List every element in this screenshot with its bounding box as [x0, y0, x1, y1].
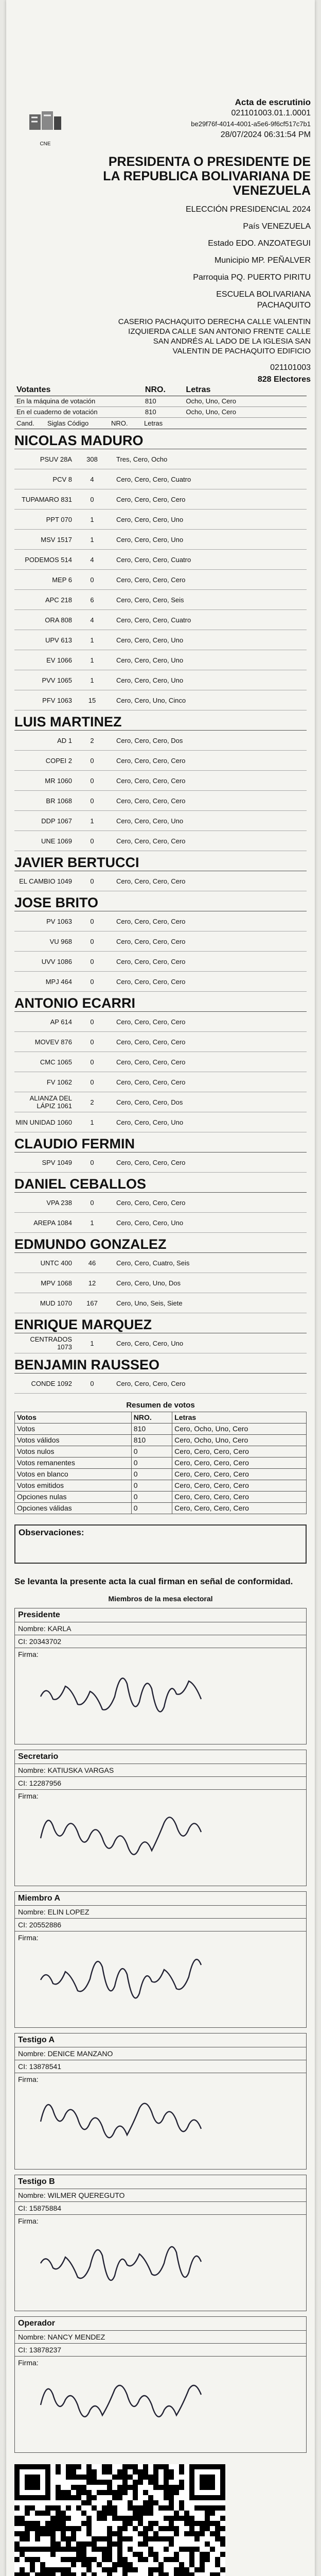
party-row: [14, 1193, 307, 1213]
party-org: MIN UNIDAD 1060: [15, 1118, 72, 1126]
party-org: ALIANZA DEL LÁPIZ 1061: [29, 1094, 72, 1110]
party-nro: 0: [90, 917, 94, 925]
party-nro: 1: [90, 535, 94, 544]
party-nro: 0: [90, 1379, 94, 1387]
party-nro: 4: [90, 475, 94, 483]
acta-hash: be29f76f-4014-4001-a5e6-9f6cf517c7b1: [191, 120, 311, 128]
party-org: MR 1060: [45, 776, 72, 785]
party-row: [14, 931, 307, 952]
party-nro: 1: [90, 656, 94, 664]
resumen-nro: 0: [131, 1503, 172, 1514]
party-org: UPV 613: [45, 636, 72, 644]
party-row: [14, 570, 307, 590]
resumen-row: [15, 1503, 307, 1514]
party-row: [14, 1072, 307, 1092]
resumen-letras: Cero, Cero, Cero, Cero: [172, 1503, 307, 1514]
member-nombre: Nombre: DENICE MANZANO: [15, 2047, 306, 2060]
member-nombre: Nombre: KATIUSKA VARGAS: [15, 1764, 306, 1777]
resumen-row: [15, 1492, 307, 1503]
member-ci: CI: 20343702: [15, 1635, 306, 1648]
member-firma: [15, 1648, 306, 1744]
party-nro: 0: [90, 877, 94, 885]
party-letras: Cero, Cero, Cero, Cero: [116, 756, 186, 765]
party-row: [14, 1112, 307, 1132]
party-letras: Cero, Cero, Cero, Cero: [116, 957, 186, 965]
party-nro: 46: [88, 1259, 96, 1267]
party-letras: Cero, Cero, Cero, Dos: [116, 736, 183, 744]
candidate-list: [14, 432, 307, 1394]
party-row: [14, 590, 307, 610]
party-org: MSV 1517: [41, 535, 72, 544]
resumen-nro: 0: [131, 1458, 172, 1469]
party-row: [14, 650, 307, 670]
party-org: VU 968: [49, 937, 72, 945]
candidate-name: CLAUDIO FERMIN: [14, 1136, 307, 1153]
party-nro: 0: [90, 575, 94, 584]
party-row: [14, 510, 307, 530]
cne-logo: [25, 109, 66, 150]
party-letras: Cero, Cero, Cero, Uno: [116, 1339, 184, 1347]
party-letras: Cero, Cero, Cero, Cuatro: [116, 475, 191, 483]
candidate-name: NICOLAS MADURO: [14, 432, 307, 449]
resumen-nro: 0: [131, 1492, 172, 1503]
party-row: [14, 1293, 307, 1313]
row-letras: Ocho, Uno, Cero: [184, 407, 307, 418]
party-row: [14, 911, 307, 931]
firma-label: Firma:: [18, 2359, 39, 2367]
party-nro: 0: [90, 977, 94, 986]
centro-name: ESCUELA BOLIVARIANA PACHAQUITO: [216, 290, 311, 310]
candidate-column-header: [14, 418, 307, 429]
party-org: FV 1062: [46, 1078, 72, 1086]
resumen-letras: Cero, Ocho, Uno, Cero: [172, 1435, 307, 1446]
signature-icon: [35, 2369, 231, 2431]
member-role: Testigo B: [15, 2175, 306, 2189]
resumen-label: Opciones nulas: [15, 1492, 132, 1503]
party-row: [14, 690, 307, 710]
firma-label: Firma:: [18, 1792, 39, 1800]
centro-direccion: CASERIO PACHAQUITO DERECHA CALLE VALENTIN IZQUIERDA CALLE SAN ANTONIO FRENTE CALLE SAN ANDRÉS AL LADO DE LA IGLESIA SAN VALENTIN DE PACHAQUITO EDIFICIO: [118, 317, 311, 355]
party-letras: Cero, Cero, Cero, Uno: [116, 676, 184, 684]
party-row: [14, 731, 307, 751]
party-row: [14, 1092, 307, 1112]
member-box: [14, 2175, 307, 2311]
conformity-statement: Se levanta la presente acta la cual firman en señal de conformidad.: [14, 1577, 293, 1586]
member-box: [14, 1750, 307, 1886]
party-row: [14, 1012, 307, 1032]
party-org: PSUV 28A: [40, 455, 72, 463]
party-org: MUD 1070: [40, 1299, 72, 1307]
party-row: [14, 1153, 307, 1173]
miembros-title: Miembros de la mesa electoral: [108, 1595, 213, 1603]
party-nro: 1: [90, 636, 94, 644]
candidate-name: BENJAMIN RAUSSEO: [14, 1357, 307, 1374]
party-letras: Cero, Cero, Cero, Uno: [116, 656, 184, 664]
signature-icon: [35, 2227, 231, 2289]
party-nro: 0: [90, 1038, 94, 1046]
resumen-row: [15, 1458, 307, 1469]
table-row: [14, 396, 307, 407]
party-letras: Cero, Cero, Cero, Cero: [116, 1198, 186, 1207]
resumen-table: [14, 1412, 307, 1514]
member-role: Miembro A: [15, 1892, 306, 1906]
party-row: [14, 670, 307, 690]
member-nombre: Nombre: NANCY MENDEZ: [15, 2331, 306, 2344]
resumen-nro: 810: [131, 1435, 172, 1446]
party-org: UNTC 400: [40, 1259, 72, 1267]
estado: Estado EDO. ANZOATEGUI: [208, 239, 311, 248]
party-nro: 0: [90, 1058, 94, 1066]
party-letras: Cero, Cero, Cero, Cero: [116, 575, 186, 584]
col-nro: NRO.: [111, 419, 128, 427]
party-org: BR 1068: [46, 796, 72, 805]
parroquia: Parroquia PQ. PUERTO PIRITU: [193, 273, 311, 282]
member-ci: CI: 15875884: [15, 2202, 306, 2215]
resumen-letras: Cero, Cero, Cero, Cero: [172, 1469, 307, 1480]
row-nro: 810: [143, 407, 184, 418]
votantes-table: [14, 384, 307, 418]
firma-label: Firma:: [18, 2217, 39, 2225]
party-letras: Cero, Cero, Cero, Cero: [116, 937, 186, 945]
member-box: [14, 2033, 307, 2170]
signature-icon: [35, 1802, 231, 1864]
party-org: MPJ 464: [45, 977, 72, 986]
party-letras: Cero, Cero, Cero, Cero: [116, 1018, 186, 1026]
member-nombre: Nombre: WILMER QUEREGUTO: [15, 2189, 306, 2202]
party-letras: Cero, Cero, Cero, Cero: [116, 1158, 186, 1166]
party-nro: 0: [90, 495, 94, 503]
party-nro: 0: [90, 796, 94, 805]
resumen-title: Resumen de votos: [126, 1401, 195, 1410]
party-row: [14, 1253, 307, 1273]
row-letras: Ocho, Uno, Cero: [184, 396, 307, 407]
party-letras: Cero, Cero, Cero, Cero: [116, 776, 186, 785]
party-org: PV 1063: [46, 917, 72, 925]
candidate-name: ANTONIO ECARRI: [14, 995, 307, 1012]
party-row: [14, 871, 307, 891]
firma-label: Firma:: [18, 2075, 39, 2083]
cne-logo-icon: [27, 109, 63, 140]
logo-label: CNE: [40, 141, 51, 147]
party-letras: Cero, Cero, Cero, Cuatro: [116, 616, 191, 624]
party-row: [14, 550, 307, 570]
row-label: En la máquina de votación: [14, 396, 143, 407]
party-org: CENTRADOS 1073: [30, 1335, 72, 1351]
resumen-letras: Cero, Cero, Cero, Cero: [172, 1446, 307, 1458]
party-org: CONDE 1092: [31, 1379, 72, 1387]
party-letras: Cero, Cero, Uno, Cinco: [116, 696, 186, 704]
party-nro: 1: [90, 1218, 94, 1227]
party-nro: 308: [86, 455, 98, 463]
member-role: Presidente: [15, 1608, 306, 1622]
party-org: COPEI 2: [45, 756, 72, 765]
resumen-letras: Cero, Ocho, Uno, Cero: [172, 1423, 307, 1435]
party-org: PFV 1063: [42, 696, 72, 704]
party-org: AD 1: [57, 736, 72, 744]
member-role: Secretario: [15, 1750, 306, 1764]
candidate-name: JOSE BRITO: [14, 894, 307, 911]
party-org: TUPAMARO 831: [21, 495, 72, 503]
member-role: Operador: [15, 2317, 306, 2331]
party-letras: Cero, Cero, Cero, Uno: [116, 1118, 184, 1126]
party-letras: Cero, Cero, Cero, Cero: [116, 1058, 186, 1066]
candidate-name: LUIS MARTINEZ: [14, 714, 307, 731]
signature-icon: [35, 1944, 231, 2006]
resumen-label: Votos válidos: [15, 1435, 132, 1446]
party-letras: Cero, Cero, Cero, Cero: [116, 796, 186, 805]
party-org: VPA 238: [46, 1198, 72, 1207]
party-nro: 0: [90, 937, 94, 945]
acta-title: Acta de escrutinio: [235, 97, 311, 107]
resumen-letras: Cero, Cero, Cero, Cero: [172, 1458, 307, 1469]
party-nro: 15: [88, 696, 96, 704]
observaciones-box: Observaciones:: [14, 1524, 307, 1564]
party-row: [14, 952, 307, 972]
party-row: [14, 469, 307, 489]
table-row: [14, 407, 307, 418]
party-letras: Cero, Cero, Cero, Cero: [116, 1038, 186, 1046]
member-firma: [15, 1790, 306, 1886]
signature-icon: [35, 2086, 231, 2147]
resumen-letras: Cero, Cero, Cero, Cero: [172, 1480, 307, 1492]
party-org: AP 614: [50, 1018, 72, 1026]
candidate-name: ENRIQUE MARQUEZ: [14, 1316, 307, 1333]
col-letras: Letras: [144, 419, 163, 427]
letras-header: Letras: [184, 384, 307, 396]
party-row: [14, 1374, 307, 1394]
party-row: [14, 1333, 307, 1353]
party-org: CMC 1065: [40, 1058, 72, 1066]
party-nro: 2: [90, 736, 94, 744]
party-row: [14, 449, 307, 469]
party-row: [14, 489, 307, 510]
party-nro: 6: [90, 596, 94, 604]
resumen-letras: Cero, Cero, Cero, Cero: [172, 1492, 307, 1503]
party-nro: 4: [90, 555, 94, 564]
party-letras: Cero, Cero, Cuatro, Seis: [116, 1259, 190, 1267]
res-header-letras: Letras: [172, 1412, 307, 1423]
member-nombre: Nombre: KARLA: [15, 1622, 306, 1635]
party-letras: Cero, Cero, Cero, Cero: [116, 917, 186, 925]
party-row: [14, 1052, 307, 1072]
row-nro: 810: [143, 396, 184, 407]
party-row: [14, 1213, 307, 1233]
party-nro: 2: [90, 1098, 94, 1106]
party-letras: Cero, Cero, Uno, Dos: [116, 1279, 181, 1287]
party-nro: 1: [90, 1118, 94, 1126]
candidate-name: DANIEL CEBALLOS: [14, 1176, 307, 1193]
resumen-label: Votos remanentes: [15, 1458, 132, 1469]
resumen-label: Votos: [15, 1423, 132, 1435]
member-firma: [15, 2073, 306, 2169]
party-org: PODEMOS 514: [25, 555, 72, 564]
election-name: ELECCIÓN PRESIDENCIAL 2024: [185, 205, 311, 214]
party-org: PCV 8: [52, 475, 72, 483]
party-letras: Cero, Cero, Cero, Uno: [116, 636, 184, 644]
party-row: [14, 811, 307, 831]
party-nro: 1: [90, 1339, 94, 1347]
party-letras: Cero, Cero, Cero, Uno: [116, 515, 184, 523]
firma-label: Firma:: [18, 1650, 39, 1658]
nro-header: NRO.: [143, 384, 184, 396]
resumen-label: Votos nulos: [15, 1446, 132, 1458]
party-letras: Cero, Cero, Cero, Cuatro: [116, 555, 191, 564]
member-box: [14, 1608, 307, 1744]
signature-icon: [35, 1660, 231, 1722]
party-nro: 0: [90, 957, 94, 965]
member-firma: [15, 2215, 306, 2311]
party-nro: 1: [90, 676, 94, 684]
member-ci: CI: 13878237: [15, 2344, 306, 2357]
col-cand: Cand.: [16, 419, 34, 427]
party-nro: 0: [90, 1158, 94, 1166]
res-header-votos: Votos: [15, 1412, 132, 1423]
resumen-row: [15, 1480, 307, 1492]
party-nro: 0: [90, 837, 94, 845]
party-row: [14, 610, 307, 630]
centro-code: 021101003: [270, 363, 311, 372]
party-letras: Cero, Cero, Cero, Cero: [116, 1379, 186, 1387]
party-letras: Cero, Cero, Cero, Cero: [116, 495, 186, 503]
party-nro: 167: [86, 1299, 98, 1307]
acta-datetime: 28/07/2024 06:31:54 PM: [220, 130, 311, 139]
party-letras: Cero, Cero, Cero, Uno: [116, 535, 184, 544]
candidate-name: EDMUNDO GONZALEZ: [14, 1236, 307, 1253]
party-row: [14, 751, 307, 771]
party-letras: Cero, Cero, Cero, Seis: [116, 596, 184, 604]
party-letras: Cero, Cero, Cero, Dos: [116, 1098, 183, 1106]
party-nro: 0: [90, 756, 94, 765]
party-org: EL CAMBIO 1049: [19, 877, 72, 885]
party-org: ORA 808: [45, 616, 72, 624]
resumen-nro: 0: [131, 1446, 172, 1458]
party-row: [14, 1273, 307, 1293]
party-letras: Cero, Cero, Cero, Cero: [116, 1078, 186, 1086]
res-header-nro: NRO.: [131, 1412, 172, 1423]
party-nro: 0: [90, 776, 94, 785]
party-row: [14, 831, 307, 851]
resumen-nro: 810: [131, 1423, 172, 1435]
member-firma: [15, 1931, 306, 2027]
resumen-label: Opciones válidas: [15, 1503, 132, 1514]
member-role: Testigo A: [15, 2033, 306, 2047]
party-letras: Cero, Uno, Seis, Siete: [116, 1299, 183, 1307]
party-nro: 1: [90, 817, 94, 825]
resumen-row: [15, 1446, 307, 1458]
party-letras: Cero, Cero, Cero, Uno: [116, 817, 184, 825]
party-row: [14, 791, 307, 811]
resumen-nro: 0: [131, 1480, 172, 1492]
party-org: EV 1066: [46, 656, 72, 664]
member-nombre: Nombre: ELIN LOPEZ: [15, 1906, 306, 1919]
party-org: MOVEV 876: [34, 1038, 72, 1046]
party-letras: Cero, Cero, Cero, Cero: [116, 977, 186, 986]
resumen-row: [15, 1423, 307, 1435]
party-nro: 0: [90, 1018, 94, 1026]
party-letras: Cero, Cero, Cero, Cero: [116, 877, 186, 885]
municipio: Municipio MP. PEÑALVER: [214, 256, 311, 265]
party-row: [14, 1032, 307, 1052]
resumen-row: [15, 1435, 307, 1446]
resumen-row: [15, 1469, 307, 1480]
election-title: PRESIDENTA O PRESIDENTE DE LA REPUBLICA BOLIVARIANA DE VENEZUELA: [103, 155, 311, 198]
row-label: En el cuaderno de votación: [14, 407, 143, 418]
col-org: Siglas Código: [47, 419, 89, 427]
member-ci: CI: 13878541: [15, 2060, 306, 2073]
party-row: [14, 972, 307, 992]
votantes-header: Votantes: [14, 384, 143, 396]
resumen-label: Votos en blanco: [15, 1469, 132, 1480]
party-org: DDP 1067: [41, 817, 72, 825]
qr-code-icon: [14, 2464, 225, 2576]
party-org: PPT 070: [46, 515, 72, 523]
party-nro: 0: [90, 1078, 94, 1086]
acta-code: 021101003.01.1.0001: [231, 109, 311, 117]
party-nro: 1: [90, 515, 94, 523]
pais: País VENEZUELA: [243, 222, 311, 231]
party-nro: 0: [90, 1198, 94, 1207]
party-org: PVV 1065: [42, 676, 72, 684]
party-row: [14, 771, 307, 791]
party-row: [14, 630, 307, 650]
member-ci: CI: 20552886: [15, 1919, 306, 1931]
candidate-name: JAVIER BERTUCCI: [14, 854, 307, 871]
acta-receipt: [6, 0, 315, 2576]
party-org: MPV 1068: [41, 1279, 72, 1287]
party-letras: Cero, Cero, Cero, Cero: [116, 837, 186, 845]
member-firma: [15, 2357, 306, 2452]
party-org: UVV 1086: [41, 957, 72, 965]
members-list: [14, 1608, 307, 2453]
electores-count: 828 Electores: [257, 375, 311, 384]
party-nro: 12: [88, 1279, 96, 1287]
firma-label: Firma:: [18, 1934, 39, 1942]
party-org: APC 218: [45, 596, 72, 604]
party-org: AREPA 1084: [33, 1218, 72, 1227]
party-org: SPV 1049: [42, 1158, 72, 1166]
resumen-nro: 0: [131, 1469, 172, 1480]
party-nro: 4: [90, 616, 94, 624]
party-org: MEP 6: [52, 575, 72, 584]
party-org: UNE 1069: [41, 837, 72, 845]
party-letras: Tres, Cero, Ocho: [116, 455, 168, 463]
member-box: [14, 2316, 307, 2453]
resumen-label: Votos emitidos: [15, 1480, 132, 1492]
member-box: [14, 1891, 307, 2028]
member-ci: CI: 12287956: [15, 1777, 306, 1790]
party-letras: Cero, Cero, Cero, Uno: [116, 1218, 184, 1227]
party-row: [14, 530, 307, 550]
